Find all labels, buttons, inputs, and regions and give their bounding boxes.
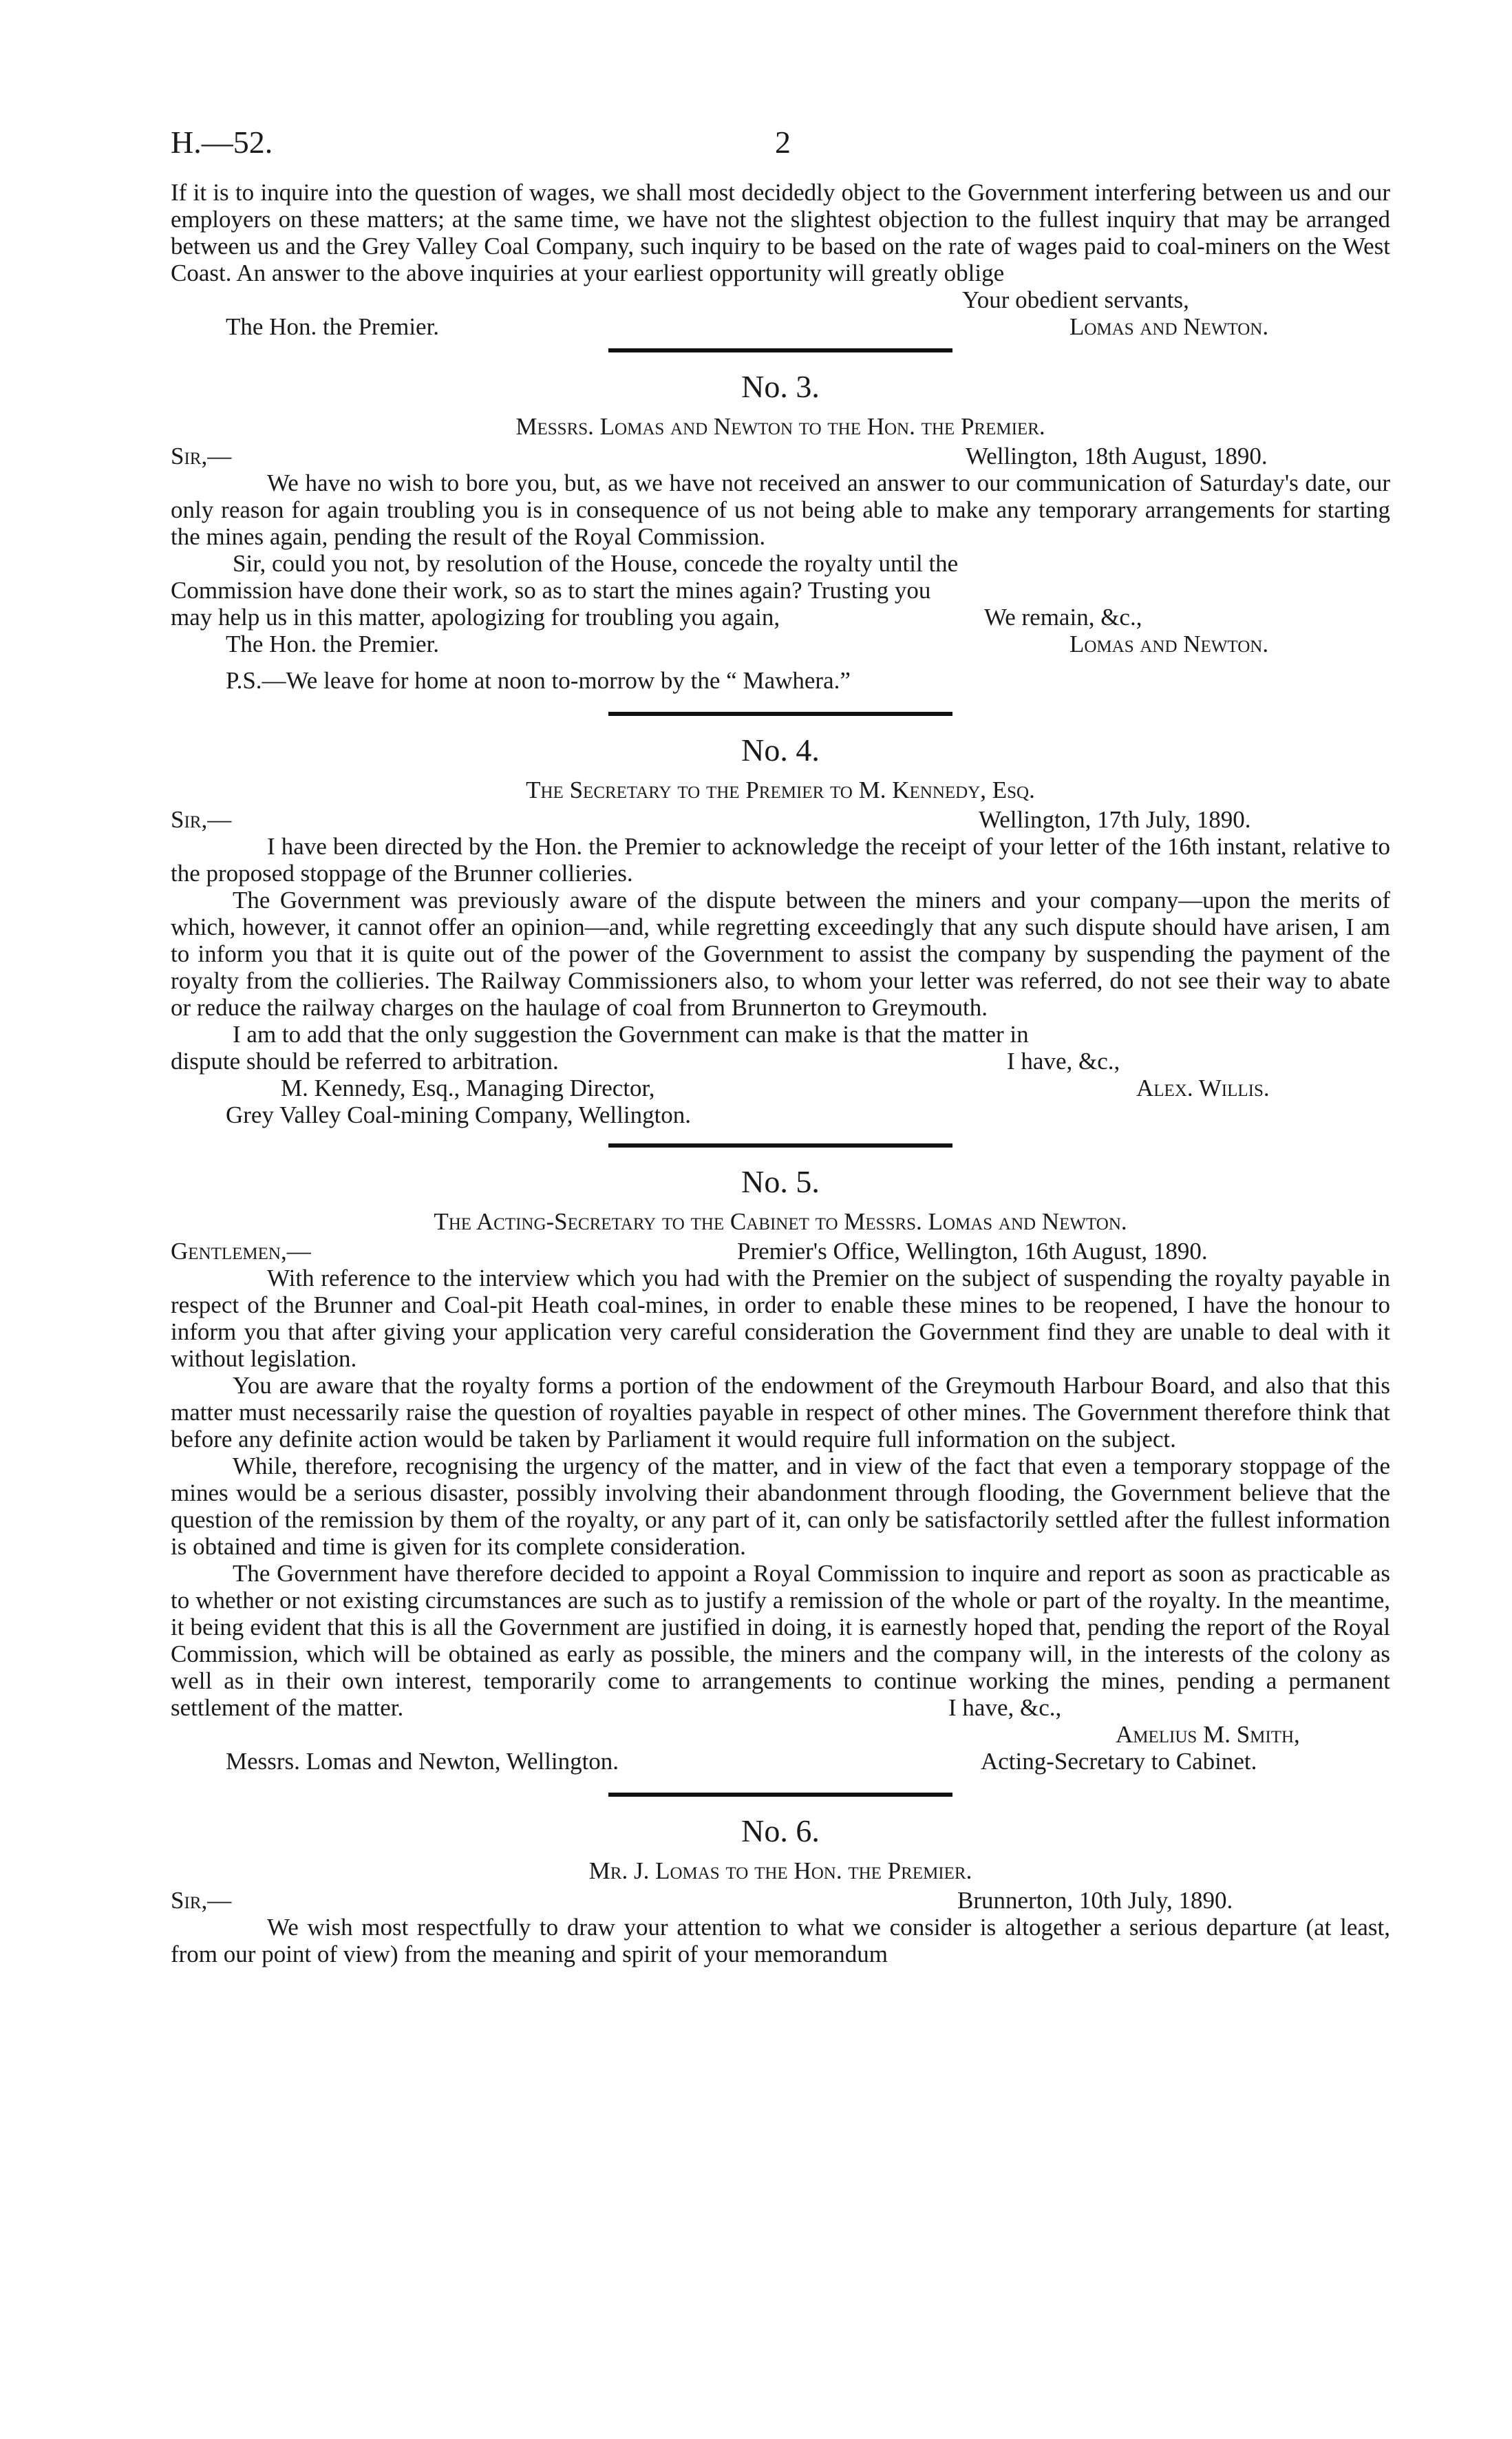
letter5-para4: The Government have therefore decided to appoint a Royal Commission to inquire and report as soon as practicable as to whether or not existing circumstances are such as to justify a remission of the whole or part of the royalty. In the meantime, it being evident that this is all the Government are justified in doing, it is earnestly hoped that, pending the report of the Royal Commission, which will be obtained as early as possible, the miners and the company will, in the interests of the colony as well as in their own interest, temporarily come to arrangements to continue working the mines, pending a permanent settlement of the matter. xyxy=(171,1560,1390,1721)
letter4-heading-row xyxy=(171,806,1390,833)
letter4-addressee2-row xyxy=(171,1101,1390,1128)
letter3-signature: Lomas and Newton. xyxy=(1069,631,1269,657)
letter5-signature-row xyxy=(171,1721,1390,1748)
letter5-signoff-row xyxy=(171,1748,1390,1775)
letter3-para2: Sir, could you not, by resolution of the House, concede the royalty until the Commission have done their work, so as to start the mines again? Trusting you may help us in this matter, apologizing for troubling you again, xyxy=(171,550,959,631)
letter5-title: The Acting-Secretary to the Cabinet to Messrs. Lomas and Newton. xyxy=(434,1208,1127,1235)
intro-paragraph: If it is to inquire into the question of wages, we shall most decidedly object to the Government interfering between us and our employers on these matters; at the same time, we have not the slightest objection to the fullest inquiry that may be arranged between us and the Grey Valley Coal Company, such inquiry to be based on the rate of wages paid to coal-miners on the West Coast. An answer to the above inquiries at your earliest opportunity will greatly oblige xyxy=(171,179,1390,286)
letter4-closing: I have, &c., xyxy=(1007,1048,1120,1075)
letter3-ps: P.S.—We leave for home at noon to-morrow by the “ Mawhera.” xyxy=(226,667,851,694)
letter4-para2: The Government was previously aware of the dispute between the miners and your company—upon the merits of which, however, it cannot offer an opinion—and, while regretting exceedingly that any such dispute should have arisen, I am to inform you that it is quite out of the power of the Government to assist the company by suspending the payment of the royalty from the collieries. The Railway Commissioners also, to whom your letter was referred, do not see their way to abate or reduce the railway charges on the haulage of coal from Brunnerton to Greymouth. xyxy=(171,887,1390,1021)
letter4-addressee1: M. Kennedy, Esq., Managing Director, xyxy=(281,1075,655,1101)
letter5-heading-row xyxy=(171,1238,1390,1265)
letter3-place-date: Wellington, 18th August, 1890. xyxy=(966,443,1268,469)
letter3-title: Messrs. Lomas and Newton to the Hon. the Premier. xyxy=(515,413,1045,440)
letter3-number: No. 3. xyxy=(741,369,820,404)
letter6-number: No. 6. xyxy=(741,1813,820,1848)
intro-closing-row xyxy=(171,286,1390,313)
letter5-closing-row xyxy=(171,1694,1390,1721)
letter3-heading-row xyxy=(171,443,1390,469)
letter4-para3: I am to add that the only suggestion the Government can make is that the matter in dispute should be referred to arbitration. xyxy=(171,1021,1029,1075)
document-code: H.—52. xyxy=(171,125,273,160)
letter5-salutation: Gentlemen,— xyxy=(171,1238,311,1265)
intro-closing: Your obedient servants, xyxy=(962,286,1189,313)
section-divider xyxy=(608,712,952,716)
letter4-para1: I have been directed by the Hon. the Premier to acknowledge the receipt of your letter of the 16th instant, relative to the proposed stoppage of the Brunner collieries. xyxy=(171,833,1390,887)
document-page xyxy=(171,124,1390,1967)
letter4-signature: Alex. Willis. xyxy=(1136,1075,1270,1101)
letter5-signature: Amelius M. Smith, xyxy=(1116,1721,1300,1748)
letter5-addressee: Messrs. Lomas and Newton, Wellington. xyxy=(226,1748,619,1775)
intro-addressee: The Hon. the Premier. xyxy=(226,313,440,340)
section-divider xyxy=(608,348,952,352)
page-number: 2 xyxy=(775,125,791,160)
intro-signoff-row xyxy=(171,313,1390,340)
letter3-closing-row xyxy=(171,604,1390,631)
letter6-para1: We wish most respectfully to draw your attention to what we consider is altogether a serious departure (at least, from our point of view) from the meaning and spirit of your memorandum xyxy=(171,1914,1390,1967)
letter5-number: No. 5. xyxy=(741,1164,820,1199)
letter5-para1: With reference to the interview which you had with the Premier on the subject of suspending the royalty payable in respect of the Brunner and Coal-pit Heath coal-mines, in order to enable these mines to be reopened, I have the honour to inform you that after giving your application very careful consideration the Government find they are unable to deal with it without legislation. xyxy=(171,1265,1390,1372)
letter4-signoff-row xyxy=(171,1075,1390,1101)
letter3-closing: We remain, &c., xyxy=(984,604,1142,631)
letter3-signoff-row xyxy=(171,631,1390,657)
letter4-salutation: Sir,— xyxy=(171,806,232,833)
letter5-closing: I have, &c., xyxy=(948,1694,1062,1721)
letter6-place-date: Brunnerton, 10th July, 1890. xyxy=(957,1887,1233,1914)
letter6-salutation: Sir,— xyxy=(171,1887,232,1914)
letter5-para3: While, therefore, recognising the urgency of the matter, and in view of the fact that even a temporary stoppage of the mines would be a serious disaster, possibly involving their abandonment through flooding, the Government believe that the question of the remission by them of the royalty, or any part of it, can only be satisfactorily settled after the fullest information is obtained and time is given for its complete consideration. xyxy=(171,1453,1390,1560)
letter4-addressee2: Grey Valley Coal-mining Company, Wellington. xyxy=(226,1101,692,1128)
letter3-ps-row xyxy=(171,667,1390,694)
letter3-salutation: Sir,— xyxy=(171,443,232,469)
letter4-number: No. 4. xyxy=(741,732,820,768)
letter5-signature-title: Acting-Secretary to Cabinet. xyxy=(981,1748,1257,1775)
letter5-place-date: Premier's Office, Wellington, 16th August, 1890. xyxy=(737,1238,1208,1265)
section-divider xyxy=(608,1143,952,1148)
letter4-place-date: Wellington, 17th July, 1890. xyxy=(979,806,1251,833)
letter6-title: Mr. J. Lomas to the Hon. the Premier. xyxy=(588,1857,972,1884)
letter3-para1: We have no wish to bore you, but, as we have not received an answer to our communication of Saturday's date, our only reason for again troubling you is in consequence of us not being able to make any temporary arrangements for starting the mines again, pending the result of the Royal Commission. xyxy=(171,469,1390,550)
letter4-closing-row xyxy=(171,1048,1390,1075)
section-divider xyxy=(608,1793,952,1797)
intro-signature: Lomas and Newton. xyxy=(1069,313,1269,340)
letter3-addressee: The Hon. the Premier. xyxy=(226,631,440,657)
letter6-heading-row xyxy=(171,1887,1390,1914)
letter4-title: The Secretary to the Premier to M. Kennedy, Esq. xyxy=(526,777,1035,803)
page-header xyxy=(171,124,1390,179)
letter5-para2: You are aware that the royalty forms a portion of the endowment of the Greymouth Harbour Board, and also that this matter must necessarily raise the question of royalties payable in respect of other mines. The Government therefore think that before any definite action would be taken by Parliament it would require full information on the subject. xyxy=(171,1372,1390,1453)
